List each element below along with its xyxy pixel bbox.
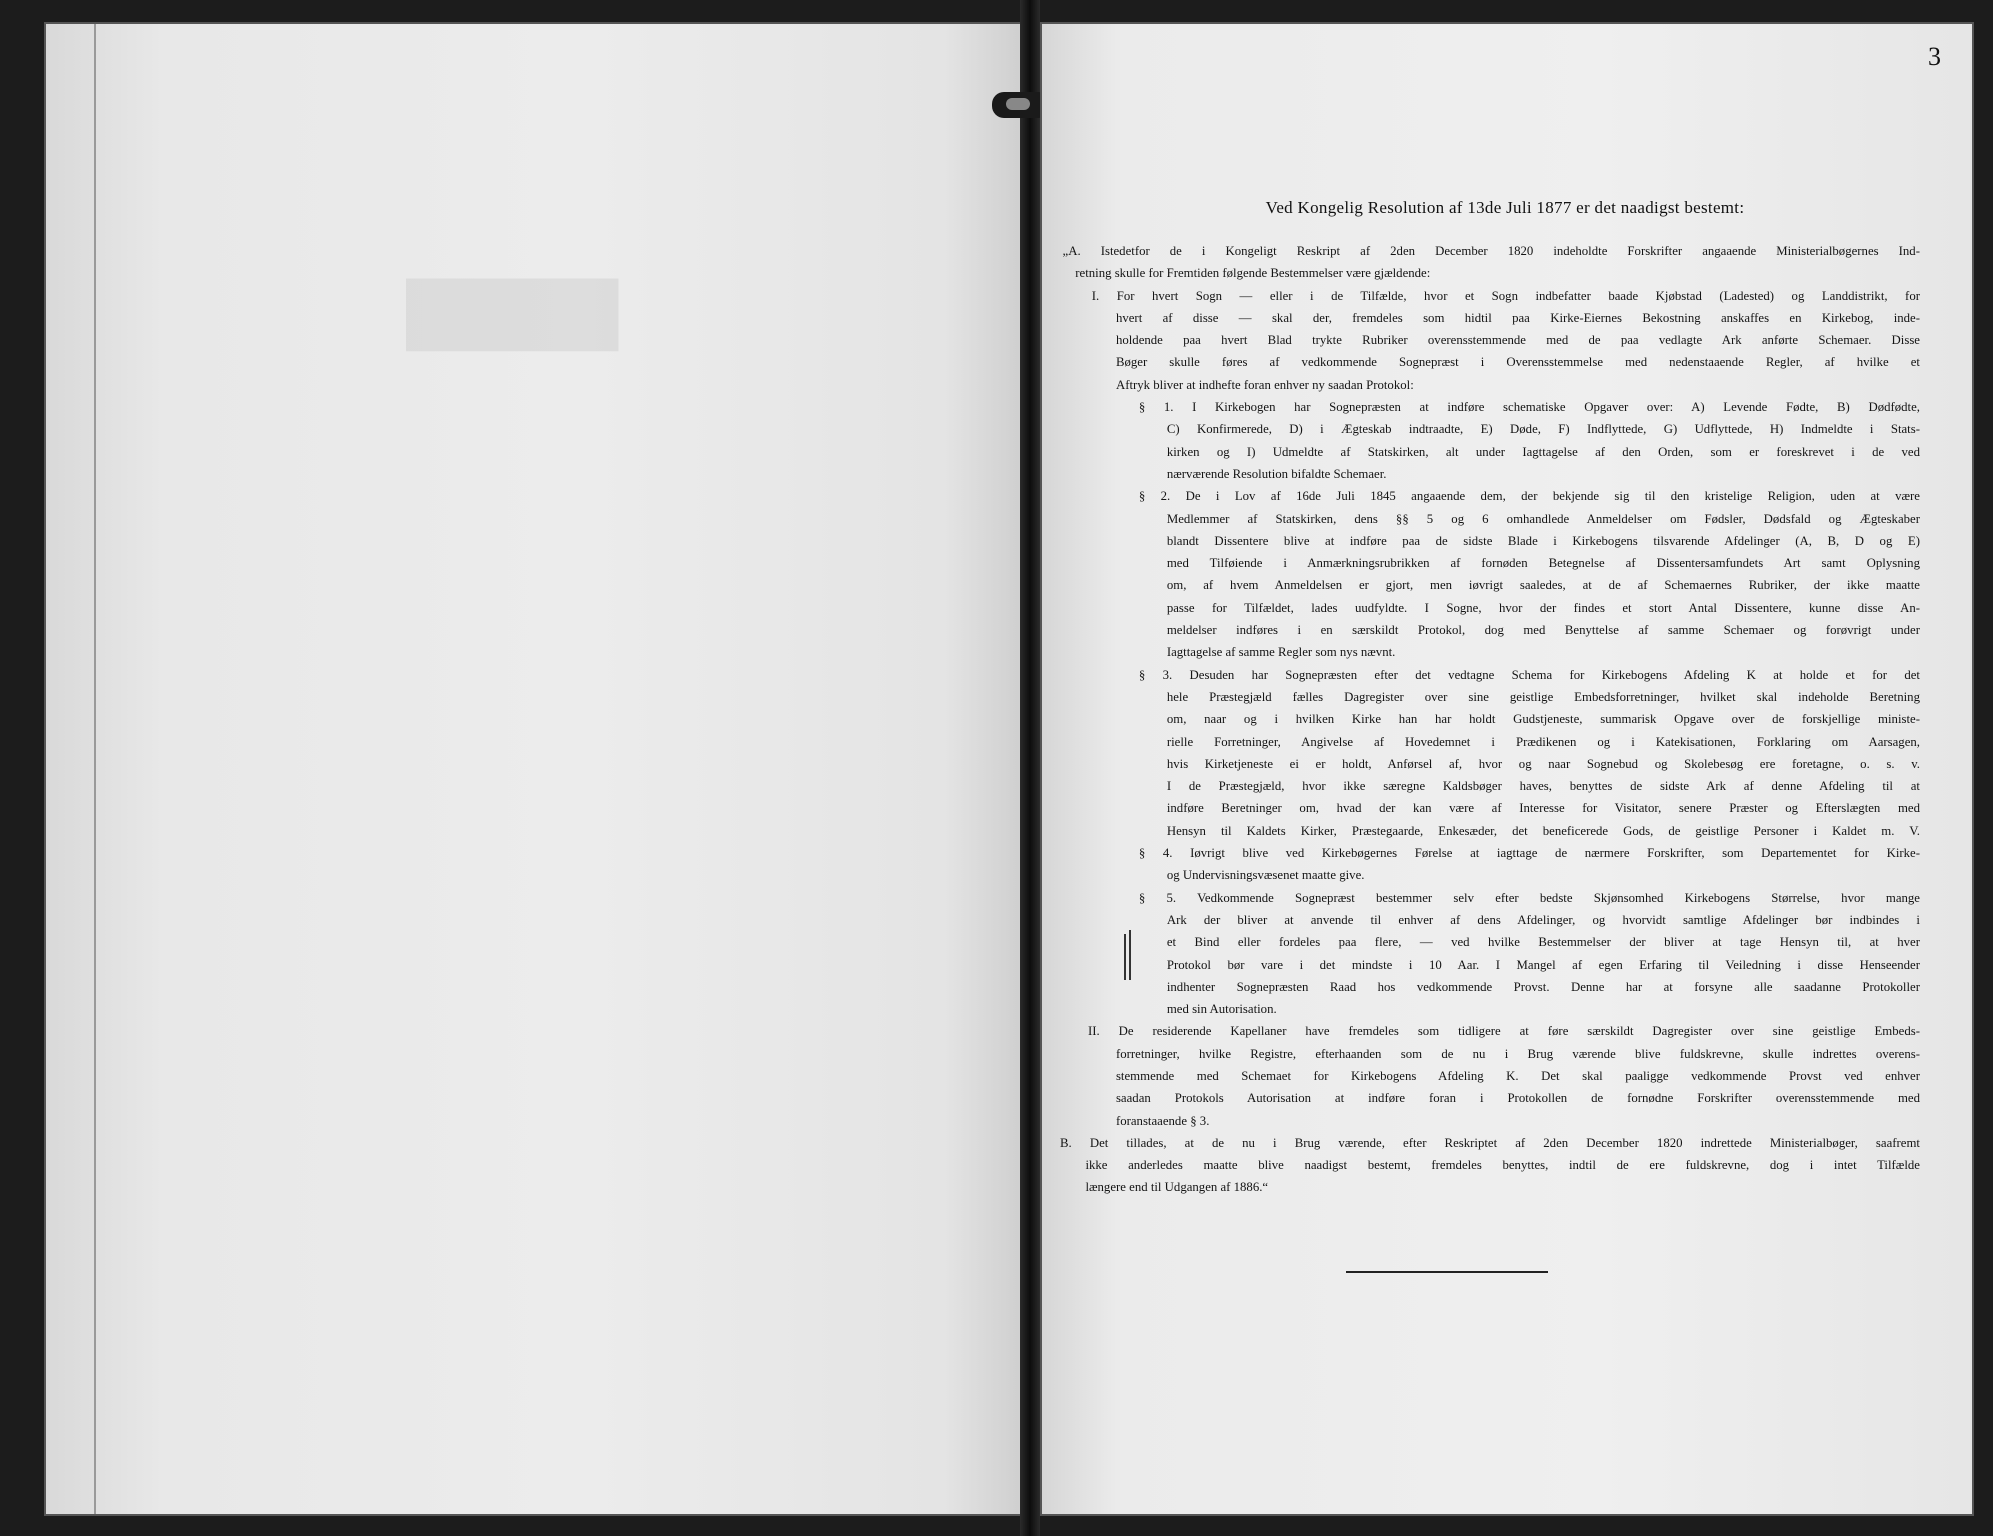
text-line: Aftryk bliver at indhefte foran enhver ny saadan Protokol:: [1115, 377, 1414, 392]
text-line: C) Konfirmerede, D) i Ægteskab indtraadte, E) Døde, F) Indflyttede, G) Udflyttede, H) Indmeldte i Stats-: [1166, 422, 1920, 437]
text-line: „A. Istedetfor de i Kongeligt Reskript af 2den December 1820 indeholdte Forskrifter angaaende Ministerialbøgernes Ind-: [1062, 244, 1920, 258]
text-line: hele Præstegjæld fælles Dagregister over sine geistlige Embedsforretninger, hvilket skal indeholde Beretning: [1166, 689, 1920, 704]
text-line: Protokol bør vare i det mindste i 10 Aar. I Mangel af egen Erfaring til Veiledning i disse Henseender: [1166, 957, 1920, 972]
text-line: indføre Beretninger om, hvad der kan være af Interesse for Visitator, senere Præster og Efterslægten med: [1166, 801, 1920, 816]
resolution-text: [1060, 240, 1920, 1199]
text-line: foranstaaende § 3.: [1115, 1113, 1210, 1128]
text-line: B. Det tillades, at de nu i Brug værende, efter Reskriptet af 2den December 1820 indrettede Ministerialbøger, saafremt: [1060, 1135, 1920, 1150]
text-line: Bøger skulle føres af vedkommende Sognepræst i Overensstemmelse med nedenstaaende Regler, af hvilke et: [1115, 355, 1920, 370]
text-line: Medlemmer af Statskirken, dens §§ 5 og 6 omhandlede Anmeldelser om Fødsler, Dødsfald og Ægteskaber: [1166, 511, 1920, 526]
text-line: Ark der bliver at anvende til enhver af dens Afdelinger, og hvorvidt samtlige Afdelinger bør indbindes i: [1166, 912, 1920, 927]
closing-rule: [1346, 1271, 1548, 1273]
text-line: saadan Protokols Autorisation at indføre foran i Protokollen de fornødne Forskrifter overensstemmende med: [1115, 1091, 1920, 1106]
margin-mark: [1129, 930, 1131, 980]
text-line: længere end til Udgangen af 1886.“: [1085, 1180, 1269, 1195]
text-line: Hensyn til Kaldets Kirker, Præstegaarde, Enkesæder, det beneficerede Gods, de geistlige Personer i Kaldet m. V.: [1166, 823, 1920, 838]
bleed-through-shadow: █████: [406, 280, 619, 346]
text-line: § 1. I Kirkebogen har Sognepræsten at indføre schematiske Opgaver over: A) Levende Fødte, B) Dødfødte,: [1138, 400, 1920, 415]
text-line: Iagttagelse af samme Regler som nys nævnt.: [1166, 645, 1396, 660]
text-line: hvis Kirketjeneste ei er holdt, Anførsel af, hvor og naar Sognebud og Skolebesøg ere foretagne, o. s. v.: [1166, 756, 1920, 771]
text-line: med Tilføiende i Anmærkningsrubrikken af fornøden Betegnelse af Dissentersamfundets Art samt Oplysning: [1166, 556, 1920, 571]
book-gutter: [1020, 0, 1040, 1536]
text-line: et Bind eller fordeles paa flere, — ved hvilke Bestemmelser der bliver at tage Hensyn til, at hver: [1166, 935, 1920, 950]
text-line: ikke anderledes maatte blive naadigst bestemt, fremdeles benyttes, indtil de ere fuldskrevne, dog i intet Tilfælde: [1085, 1158, 1920, 1173]
text-line: rielle Forretninger, Angivelse af Hovedemnet i Prædikenen og i Katekisationen, Forklaring om Aarsagen,: [1166, 734, 1920, 749]
text-line: om, af hvem Anmeldelsen er gjort, men iøvrigt saaledes, at de af Schemaernes Rubriker, der ikke maatte: [1166, 578, 1920, 593]
text-line: og Undervisningsvæsenet maatte give.: [1166, 868, 1365, 883]
text-line: § 5. Vedkommende Sognepræst bestemmer selv efter bedste Skjønsomhed Kirkebogens Størrelse, hvor mange: [1138, 890, 1920, 905]
text-line: passe for Tilfældet, lades uudfyldte. I Sogne, hvor der findes et stort Antal Dissentere, kunne disse An-: [1166, 600, 1920, 615]
text-line: I. For hvert Sogn — eller i de Tilfælde, hvor et Sogn indbefatter baade Kjøbstad (Ladested) og Landdistrikt, for: [1091, 288, 1920, 303]
text-line: II. De residerende Kapellaner have fremdeles som tidligere at føre særskildt Dagregister over sine geistlige Embeds-: [1087, 1024, 1920, 1039]
left-page-blank: [44, 22, 1024, 1516]
text-line: blandt Dissentere blive at indføre paa de sidste Blade i Kirkebogens tilsvarende Afdelinger (A, B, D og E): [1166, 533, 1920, 548]
text-line: retning skulle for Fremtiden følgende Bestemmelser være gjældende:: [1075, 266, 1431, 281]
text-line: § 2. De i Lov af 16de Juli 1845 angaaende dem, der bekjende sig til den kristelige Religion, uden at være: [1138, 489, 1920, 504]
page-number: 3: [1928, 42, 1941, 71]
text-line: hvert af disse — skal der, fremdeles som hidtil paa Kirke-Eiernes Bekostning anskaffes en Kirkebog, inde-: [1115, 310, 1920, 325]
document-title: Ved Kongelig Resolution af 13de Juli 1877 er det naadigst bestemt:: [1265, 198, 1745, 217]
text-line: nærværende Resolution bifaldte Schemaer.: [1166, 466, 1387, 481]
text-line: indhenter Sognepræsten Raad hos vedkommende Provst. Denne har at forsyne alle saadanne Protokoller: [1166, 979, 1920, 994]
text-line: § 4. Iøvrigt blive ved Kirkebøgernes Førelse at iagttage de nærmere Forskrifter, som Departementet for Kirke-: [1138, 846, 1920, 861]
text-line: kirken og I) Udmeldte af Statskirken, alt under Iagttagelse af den Orden, som er foreskrevet i de ved: [1166, 444, 1920, 459]
text-line: om, naar og i hvilken Kirke han har holdt Gudstjeneste, summarisk Opgave over de forskjellige ministe-: [1166, 712, 1920, 727]
text-line: med sin Autorisation.: [1166, 1002, 1277, 1017]
margin-mark: [1124, 934, 1126, 980]
text-line: holdende paa hvert Blad trykte Rubriker overensstemmende med de paa vedlagte Ark anførte Schemaer. Disse: [1115, 333, 1920, 348]
text-line: I de Præstegjæld, hvor ikke særegne Kaldsbøger haves, benyttes de sidste Ark af denne Afdeling til at: [1166, 779, 1920, 794]
text-line: forretninger, hvilke Registre, efterhaanden som de nu i Brug værende blive fuldskrevne, skulle indrettes overens-: [1115, 1046, 1920, 1061]
text-line: meldelser indføres i en særskildt Protokol, dog med Benyttelse af samme Schemaer og forøvrigt under: [1166, 623, 1920, 638]
text-line: § 3. Desuden har Sognepræsten efter det vedtagne Schema for Kirkebogens Afdeling K at holde et for det: [1138, 667, 1920, 682]
text-line: stemmende med Schemaet for Kirkebogens Afdeling K. Det skal paaligge vedkommende Provst ved enhver: [1115, 1068, 1920, 1083]
left-page-margin-rule: [94, 24, 96, 1514]
